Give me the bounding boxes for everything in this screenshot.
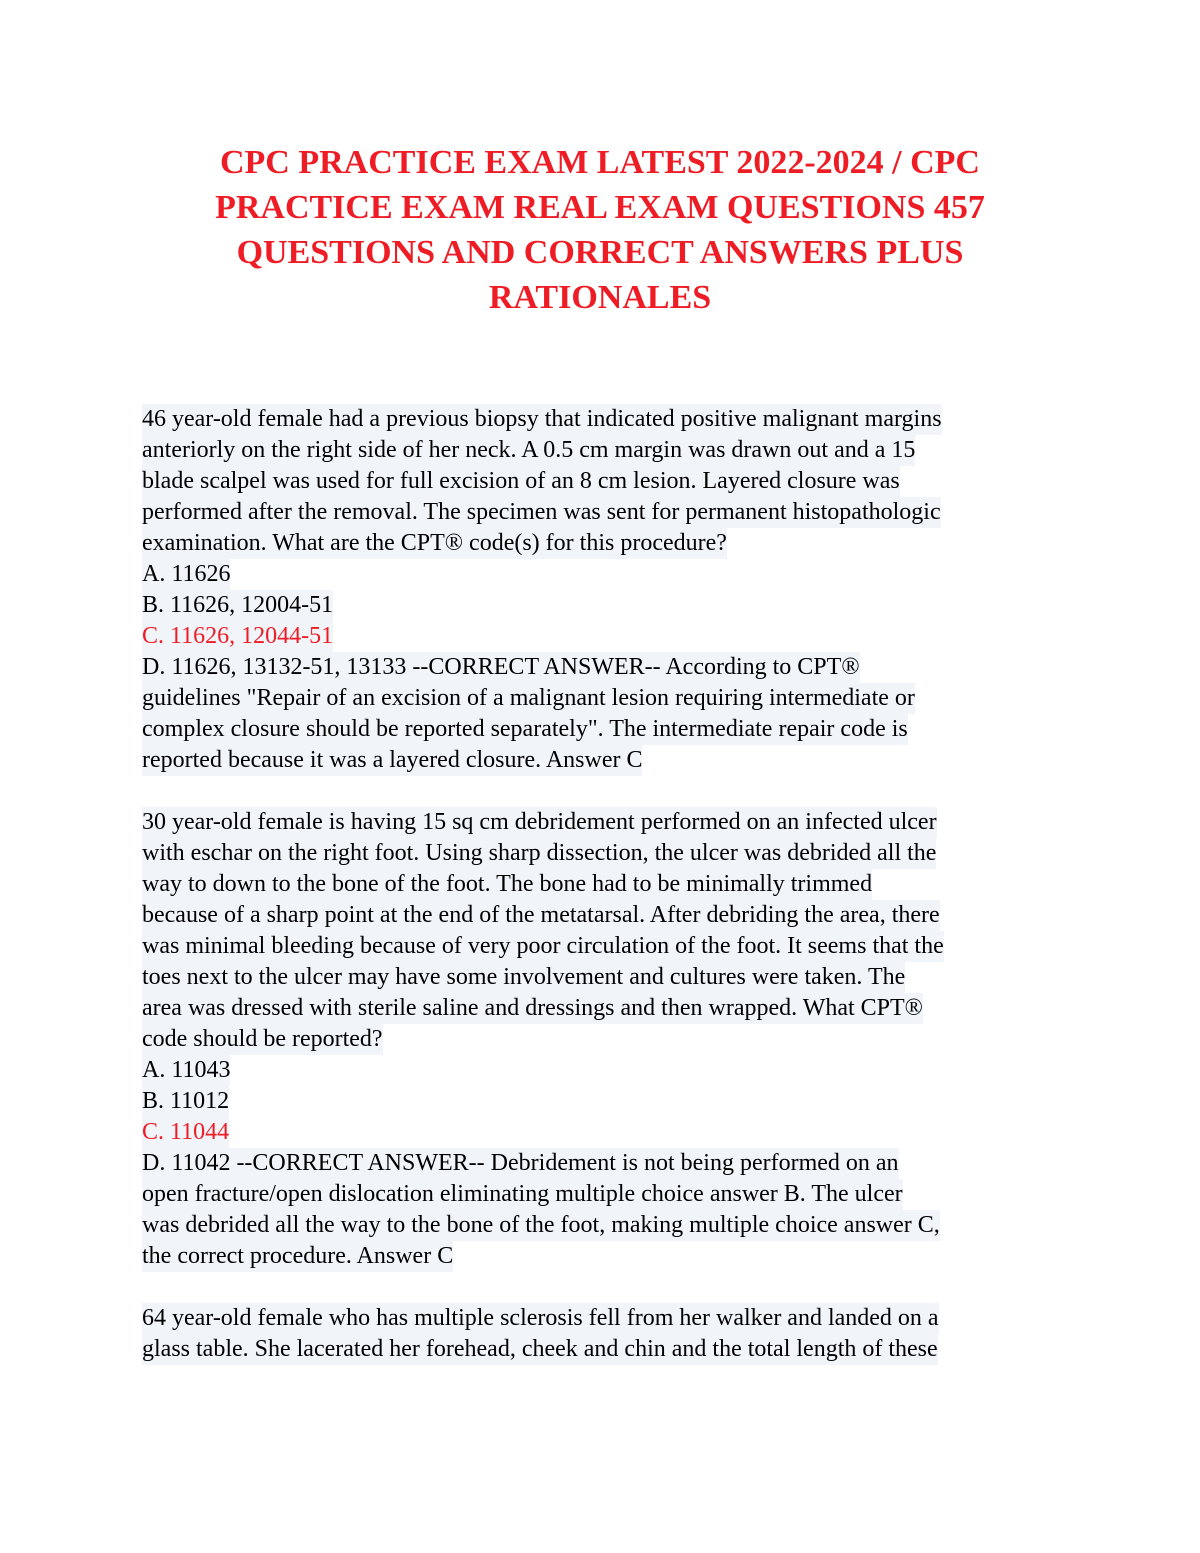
question-stem-line: area was dressed with sterile saline and dressings and then wrapped. What CPT® — [142, 993, 923, 1024]
question-stem-line: was minimal bleeding because of very poor circulation of the foot. It seems that the — [142, 931, 944, 962]
question-stem-line: 46 year-old female had a previous biopsy that indicated positive malignant margins — [142, 404, 942, 435]
question-stem-line: 64 year-old female who has multiple sclerosis fell from her walker and landed on a — [142, 1303, 939, 1334]
question-stem-line: with eschar on the right foot. Using sharp dissection, the ulcer was debrided all the — [142, 838, 936, 869]
question-block — [142, 1303, 1072, 1365]
question-stem-line: toes next to the ulcer may have some involvement and cultures were taken. The — [142, 962, 905, 993]
question-stem-line: glass table. She lacerated her forehead, cheek and chin and the total length of these — [142, 1334, 938, 1365]
rationale-line: D. 11626, 13132-51, 13133 --CORRECT ANSWER-- According to CPT® — [142, 652, 860, 683]
document-body — [142, 404, 1072, 1365]
answer-option: B. 11626, 12004-51 — [142, 590, 333, 621]
question-stem-line: anteriorly on the right side of her neck. A 0.5 cm margin was drawn out and a 15 — [142, 435, 915, 466]
rationale-line: guidelines "Repair of an excision of a malignant lesion requiring intermediate or — [142, 683, 915, 714]
title-line: CPC PRACTICE EXAM LATEST 2022-2024 / CPC — [219, 144, 980, 181]
rationale-line: was debrided all the way to the bone of the foot, making multiple choice answer C, — [142, 1210, 940, 1241]
rationale-line: complex closure should be reported separately". The intermediate repair code is — [142, 714, 908, 745]
title-line: QUESTIONS AND CORRECT ANSWERS PLUS — [236, 234, 964, 271]
answer-option: A. 11043 — [142, 1055, 230, 1086]
question-stem-line: performed after the removal. The specimen was sent for permanent histopathologic — [142, 497, 941, 528]
paragraph-gap — [142, 776, 1072, 807]
question-stem-line: 30 year-old female is having 15 sq cm debridement performed on an infected ulcer — [142, 807, 937, 838]
question-stem-line: examination. What are the CPT® code(s) for this procedure? — [142, 528, 727, 559]
rationale-line: reported because it was a layered closure. Answer C — [142, 745, 642, 776]
question-stem-line: because of a sharp point at the end of the metatarsal. After debriding the area, there — [142, 900, 940, 931]
rationale-line: D. 11042 --CORRECT ANSWER-- Debridement is not being performed on an — [142, 1148, 899, 1179]
question-stem-line: blade scalpel was used for full excision of an 8 cm lesion. Layered closure was — [142, 466, 900, 497]
title-line: RATIONALES — [488, 279, 712, 316]
answer-option: A. 11626 — [142, 559, 230, 590]
rationale-line: open fracture/open dislocation eliminating multiple choice answer B. The ulcer — [142, 1179, 903, 1210]
document-title — [130, 140, 1070, 320]
question-stem-line: code should be reported? — [142, 1024, 383, 1055]
paragraph-gap — [142, 1272, 1072, 1303]
answer-option-correct: C. 11044 — [142, 1117, 229, 1148]
answer-option-correct: C. 11626, 12044-51 — [142, 621, 333, 652]
question-stem-line: way to down to the bone of the foot. The bone had to be minimally trimmed — [142, 869, 872, 900]
rationale-line: the correct procedure. Answer C — [142, 1241, 453, 1272]
answer-option: B. 11012 — [142, 1086, 229, 1117]
question-block — [142, 807, 1072, 1272]
title-line: PRACTICE EXAM REAL EXAM QUESTIONS 457 — [215, 189, 985, 226]
question-block — [142, 404, 1072, 776]
